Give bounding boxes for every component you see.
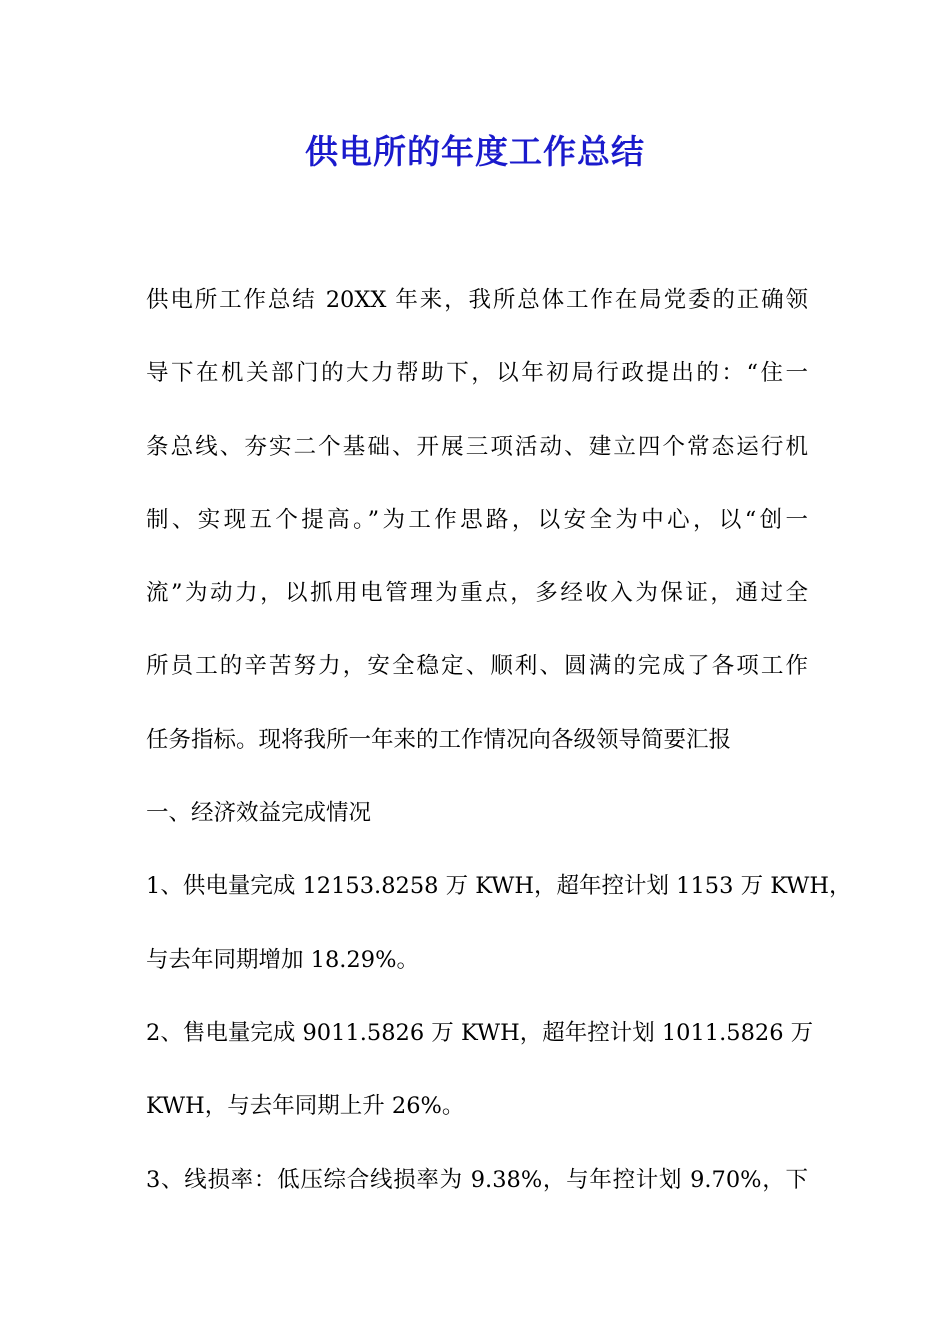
body-line-2: 导下在机关部门的大力帮助下，以年初局行政提出的：“住一 [146, 360, 808, 387]
section-heading-economic: 一、经济效益完成情况 [146, 800, 372, 827]
body-line-4: 制、实现五个提高。”为工作思路，以安全为中心，以“创一 [146, 506, 808, 533]
body-line-12: KWH，与去年同期上升 26%。 [146, 1093, 465, 1120]
body-line-3: 条总线、夯实二个基础、开展三项活动、建立四个常态运行机 [146, 433, 808, 460]
body-line-11: 2、售电量完成 9011.5826 万 KWH，超年控计划 1011.5826 万 [146, 1019, 814, 1046]
body-line-10: 与去年同期增加 18.29%。 [146, 946, 419, 973]
body-line-9: 1、供电量完成 12153.8258 万 KWH，超年控计划 1153 万 KWH， [146, 873, 852, 900]
body-line-13: 3、线损率：低压综合线损率为 9.38%，与年控计划 9.70%，下 [146, 1166, 808, 1193]
document-title: 供电所的年度工作总结 [305, 132, 645, 171]
document-body [146, 264, 852, 1217]
body-line-5: 流”为动力，以抓用电管理为重点，多经收入为保证，通过全 [146, 580, 808, 607]
body-line-7: 任务指标。现将我所一年来的工作情况向各级领导简要汇报 [146, 726, 732, 753]
body-line-6: 所员工的辛苦努力，安全稳定、顺利、圆满的完成了各项工作 [146, 653, 808, 680]
body-line-1: 供电所工作总结 20XX 年来，我所总体工作在局党委的正确领 [146, 287, 808, 313]
